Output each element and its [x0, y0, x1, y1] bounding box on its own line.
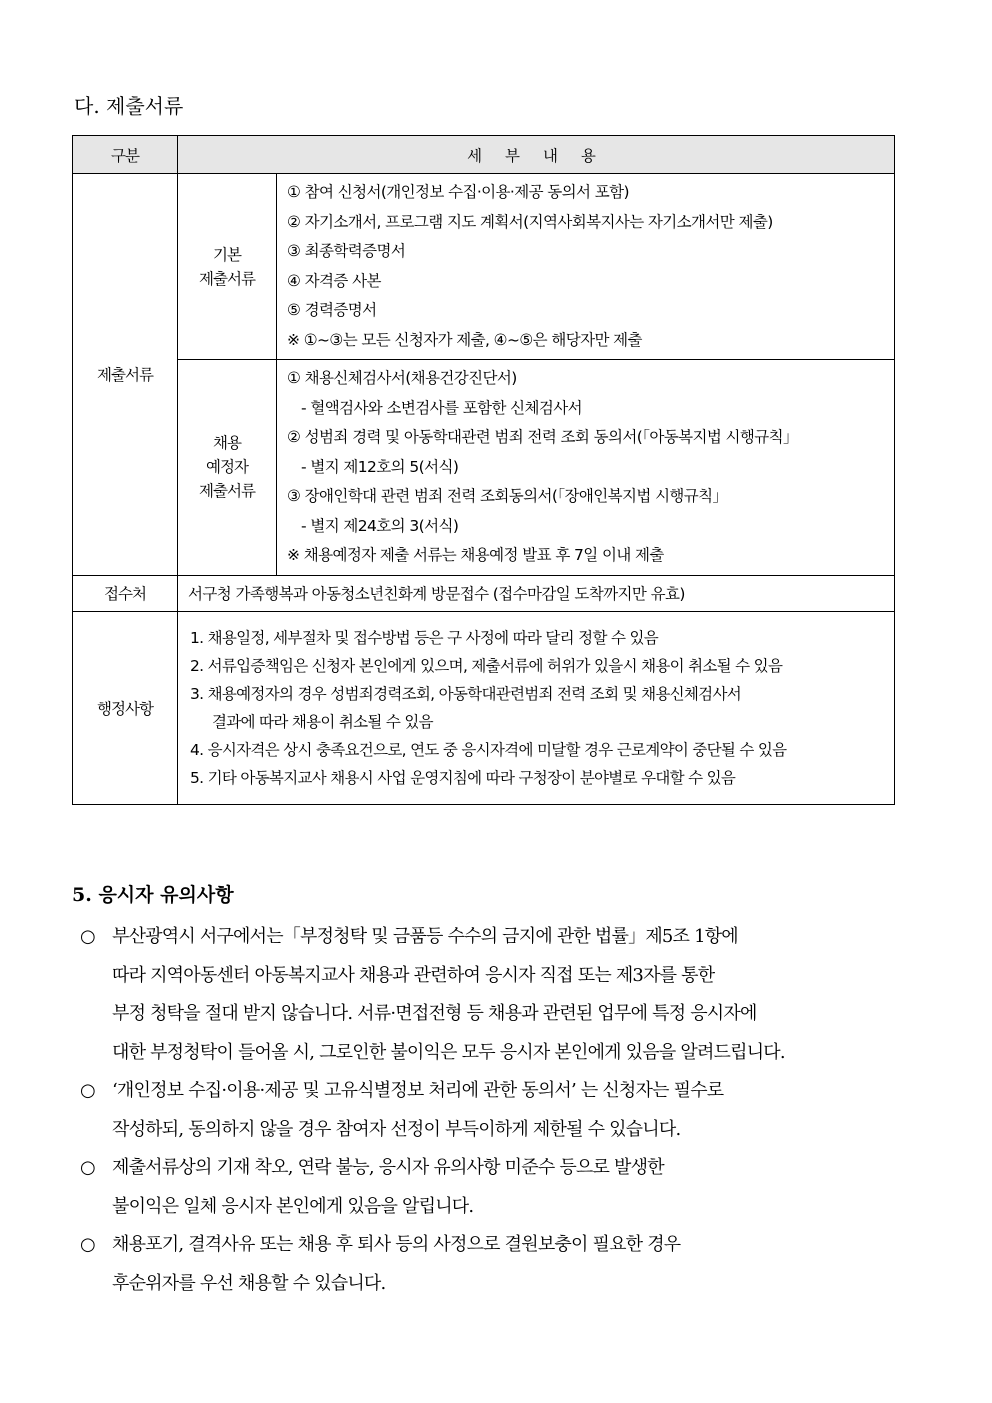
main-category-cell: 제출서류 — [73, 174, 178, 576]
note-line: ‘개인정보 수집·이용·제공 및 고유식별정보 처리에 관한 동의서’ 는 신청자는 필수로 — [112, 1080, 724, 1101]
list-item: ※ 채용예정자 제출 서류는 채용예정 발표 후 7일 이내 제출 — [287, 546, 664, 564]
list-item: 2. 서류입증책임은 신청자 본인에게 있으며, 제출서류에 허위가 있을시 채용이 취소될 수 있음 — [190, 656, 783, 675]
table-row-admin — [73, 611, 895, 804]
admin-list — [178, 611, 895, 804]
list-item: ② 성범죄 경력 및 아동학대관련 범죄 전력 조회 동의서(「아동복지법 시행규칙」 — [287, 428, 798, 446]
candidate-docs-label — [178, 360, 277, 576]
table-row-basic — [73, 174, 895, 360]
list-item: ④ 자격증 사본 — [287, 271, 381, 290]
candidate-docs-label-line: 예정자 — [206, 458, 248, 477]
note-item — [80, 1149, 920, 1226]
list-item: ③ 장애인학대 관련 범죄 전력 조회동의서(「장애인복지법 시행규칙」 — [287, 487, 728, 505]
header-category: 구분 — [73, 136, 178, 174]
note-line: 부정 청탁을 절대 받지 않습니다. 서류·면접전형 등 채용과 관련된 업무에 특정 응시자에 — [112, 1003, 757, 1024]
list-item: ⑤ 경력증명서 — [287, 301, 377, 319]
table-header-row — [73, 136, 895, 174]
note-item — [80, 918, 920, 1072]
reception-text: 서구청 가족행복과 아동청소년친화계 방문접수 (접수마감일 도착까지만 유효) — [178, 575, 895, 611]
candidate-docs-list — [277, 360, 895, 576]
list-item: 3. 채용예정자의 경우 성범죄경력조회, 아동학대관련범죄 전력 조회 및 채용신체검사서 — [190, 684, 741, 703]
circle-bullet-icon: ○ — [80, 1157, 96, 1178]
basic-docs-label-line: 제출서류 — [199, 269, 255, 288]
circle-bullet-icon: ○ — [80, 1234, 96, 1255]
list-item: ※ ①~③는 모든 신청자가 제출, ④~⑤은 해당자만 제출 — [287, 330, 642, 349]
candidate-docs-label-line: 채용 — [213, 434, 241, 453]
note-line: 후순위자를 우선 채용할 수 있습니다. — [112, 1272, 386, 1294]
section-title: 다. 제출서류 — [74, 94, 184, 118]
list-item: - 혈액검사와 소변검사를 포함한 신체검사서 — [301, 398, 583, 417]
list-item: 1. 채용일정, 세부절차 및 접수방법 등은 구 사정에 따라 달리 정할 수 있음 — [190, 628, 658, 647]
circle-bullet-icon: ○ — [80, 1080, 96, 1101]
note-line: 대한 부정청탁이 들어올 시, 그로인한 불이익은 모두 응시자 본인에게 있음을 알려드립니다. — [112, 1041, 785, 1063]
reception-label: 접수처 — [73, 575, 178, 611]
note-line: 채용포기, 결격사유 또는 채용 후 퇴사 등의 사정으로 결원보충이 필요한 경우 — [112, 1234, 681, 1255]
notes-title: 5. 응시자 유의사항 — [72, 884, 234, 906]
note-line: 작성하되, 동의하지 않을 경우 참여자 선정이 부득이하게 제한될 수 있습니다. — [112, 1118, 681, 1140]
candidate-docs-label-line: 제출서류 — [199, 482, 255, 501]
note-line: 따라 지역아동센터 아동복지교사 채용과 관련하여 응시자 직접 또는 제3자를 통한 — [112, 964, 715, 986]
basic-docs-label — [178, 174, 277, 360]
admin-label: 행정사항 — [73, 611, 178, 804]
submission-documents-table — [72, 135, 895, 805]
list-item: ① 채용신체검사서(채용건강진단서) — [287, 369, 517, 387]
list-item: - 별지 제24호의 3(서식) — [301, 516, 459, 535]
basic-docs-label-line: 기본 — [213, 245, 241, 264]
list-item: 5. 기타 아동복지교사 채용시 사업 운영지침에 따라 구청장이 분야별로 우대할 수 있음 — [190, 768, 736, 787]
circle-bullet-icon: ○ — [80, 926, 96, 947]
list-item: ② 자기소개서, 프로그램 지도 계획서(지역사회복지사는 자기소개서만 제출) — [287, 212, 773, 231]
header-detail: 세 부 내 용 — [178, 136, 895, 174]
table-row-reception — [73, 575, 895, 611]
note-line: 부산광역시 서구에서는「부정청탁 및 금품등 수수의 금지에 관한 법률」제5조 1항에 — [112, 926, 738, 947]
basic-docs-list — [277, 174, 895, 360]
table-row-candidate — [73, 360, 895, 576]
list-item: ① 참여 신청서(개인정보 수집·이용·제공 동의서 포함) — [287, 183, 629, 201]
list-item: - 별지 제12호의 5(서식) — [301, 457, 459, 476]
note-line: 불이익은 일체 응시자 본인에게 있음을 알립니다. — [112, 1195, 474, 1217]
list-item: 4. 응시자격은 상시 충족요건으로, 연도 중 응시자격에 미달할 경우 근로계약이 중단될 수 있음 — [190, 740, 787, 759]
list-item: ③ 최종학력증명서 — [287, 242, 406, 260]
note-item — [80, 1226, 920, 1303]
list-item: 결과에 따라 채용이 취소될 수 있음 — [212, 712, 433, 731]
note-item — [80, 1072, 920, 1149]
note-line: 제출서류상의 기재 착오, 연락 불능, 응시자 유의사항 미준수 등으로 발생한 — [112, 1157, 664, 1178]
notes-list — [80, 918, 920, 1303]
